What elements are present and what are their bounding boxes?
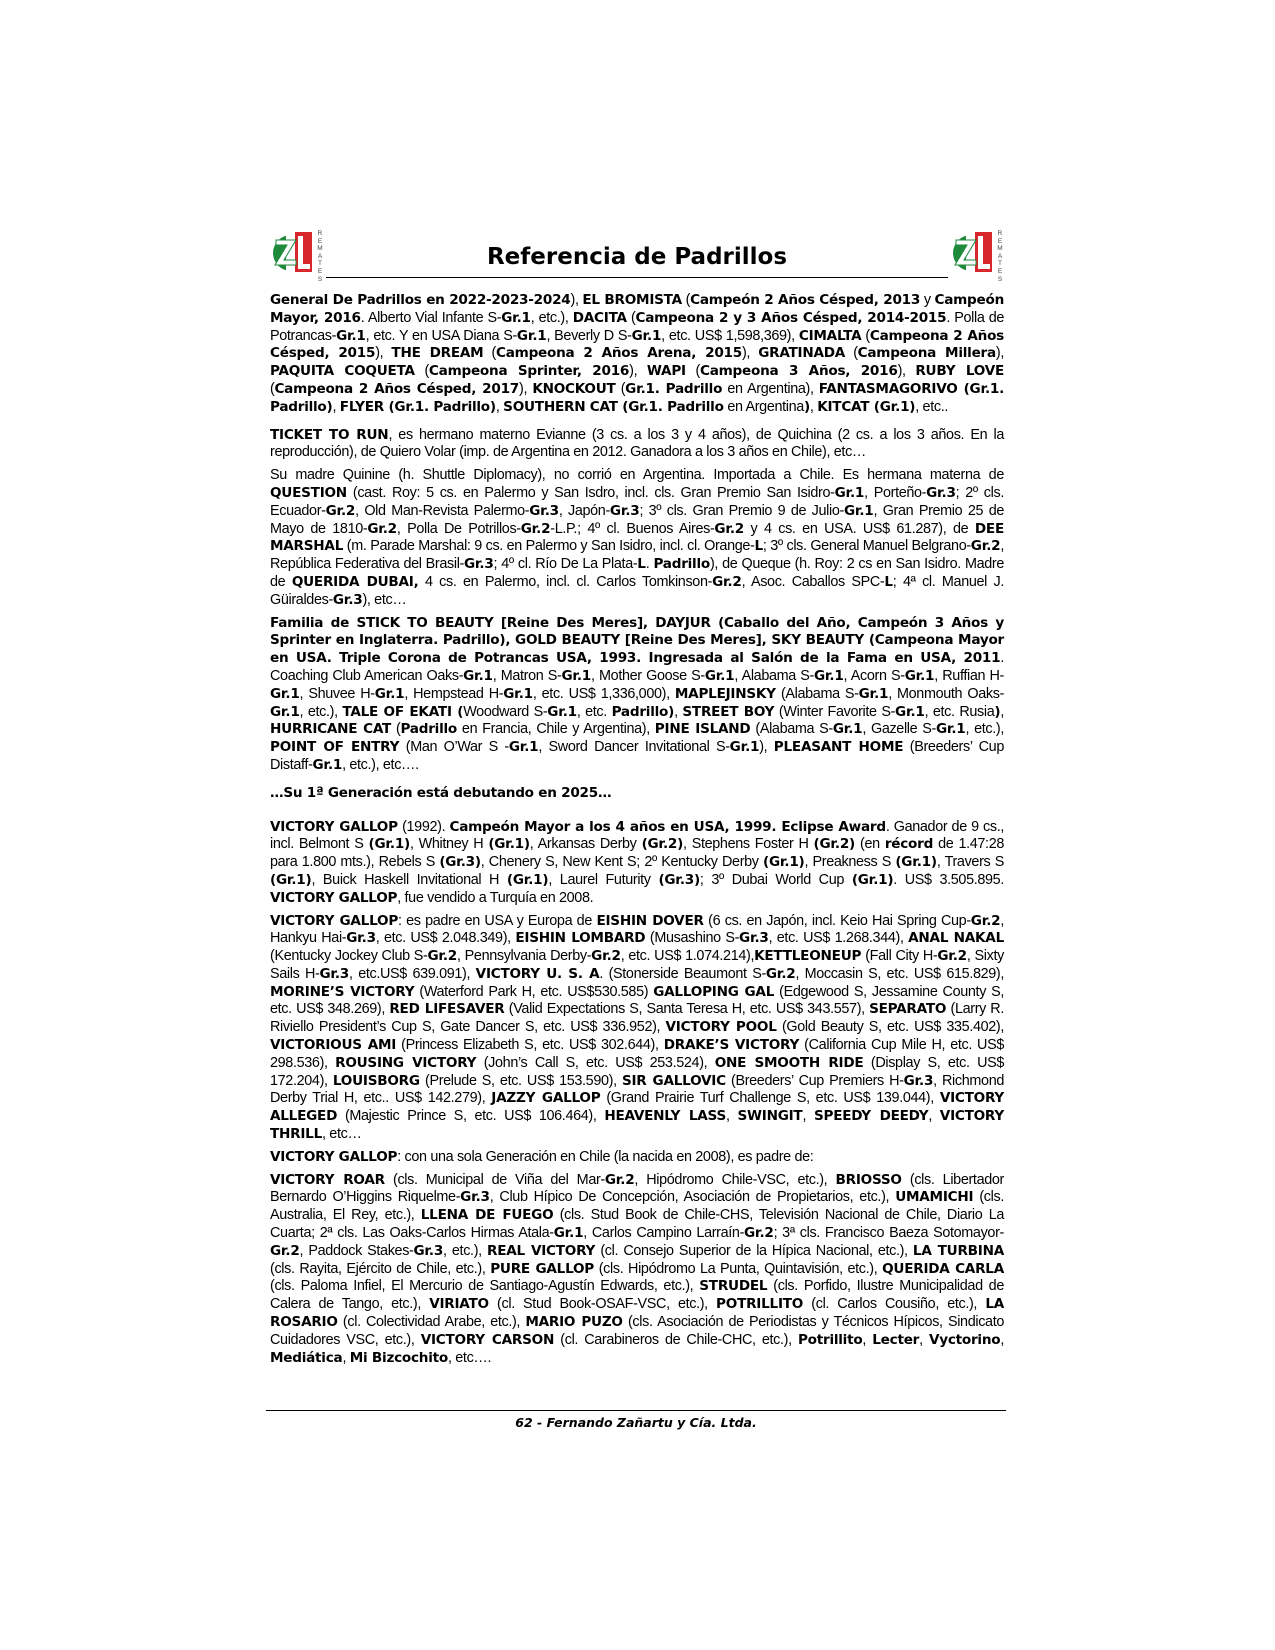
zl-logo-icon (270, 228, 316, 274)
paragraph-ticket-to-run: TICKET TO RUN, es hermano materno Evianne (3 cs. a los 3 y 4 años), de Quichina (2 cs. a los 3 años. En la reproducción), de Quiero Volar (imp. de Argentina en 2012. Ganadora a los 3 años en Chile), etc… (270, 426, 1004, 461)
paragraph-family: Familia de STICK TO BEAUTY [Reine Des Meres], DAYJUR (Caballo del Año, Campeón 3 Años y Sprinter en Inglaterra. Padrillo), GOLD BEAUTY [Reine Des Meres], SKY BEAUTY (Campeona Mayor en USA. Triple Corona de Potrancas USA, 1993. Ingresada al Salón de la Fama en USA, 2011. Coaching Club American Oaks-Gr.1, Matron S-Gr.1, Mother Goose S-Gr.1, Alabama S-Gr.1, Acorn S-Gr.1, Ruffian H-Gr.1, Shuvee H-Gr.1, Hempstead H-Gr.1, etc. US$ 1,336,000), MAPLEJINSKY (Alabama S-Gr.1, Monmouth Oaks-Gr.1, etc.), TALE OF EKATI (Woodward S-Gr.1, etc. Padrillo), STREET BOY (Winter Favorite S-Gr.1, etc. Rusia), HURRICANE CAT (Padrillo en Francia, Chile y Argentina), PINE ISLAND (Alabama S-Gr.1, Gazelle S-Gr.1, etc.), POINT OF ENTRY (Man O’War S -Gr.1, Sword Dancer Invitational S-Gr.1), PLEASANT HOME (Breeders’ Cup Distaff-Gr.1, etc.), etc…. (270, 614, 1005, 773)
logo-vertical-word: R E M A T E S (317, 230, 323, 283)
page-body (270, 292, 1004, 1367)
paragraph-sires-list: General De Padrillos en 2022-2023-2024), EL BROMISTA (Campeón 2 Años Césped, 2013 y Campeón Mayor, 2016. Alberto Vial Infante S-Gr.1, etc.), DACITA (Campeona 2 y 3 Años Césped, 2014-2015. Polla de Potrancas-Gr.1, etc. Y en USA Diana S-Gr.1, Beverly D S-Gr.1, etc. US$ 1,598,369), CIMALTA (Campeona 2 Años Césped, 2015), THE DREAM (Campeona 2 Años Arena, 2015), GRATINADA (Campeona Millera), PAQUITA COQUETA (Campeona Sprinter, 2016), WAPI (Campeona 3 Años, 2016), RUBY LOVE (Campeona 2 Años Césped, 2017), KNOCKOUT (Gr.1. Padrillo en Argentina), FANTASMAGORIVO (Gr.1. Padrillo), FLYER (Gr.1. Padrillo), SOUTHERN CAT (Gr.1. Padrillo en Argentina), KITCAT (Gr.1), etc.. (270, 292, 1005, 415)
zl-logo-icon (950, 228, 996, 274)
page-title: Referencia de Padrillos (326, 239, 948, 278)
document-page (270, 228, 1004, 1372)
page-footer: 62 - Fernando Zañartu y Cía. Ltda. (266, 1410, 1006, 1430)
paragraph-victory-gallop: VICTORY GALLOP (1992). Campeón Mayor a los 4 años en USA, 1999. Eclipse Award. Ganador de 9 cs., incl. Belmont S (Gr.1), Whitney H (Gr.1), Arkansas Derby (Gr.2), Stephens Foster H (Gr.2) (en récord de 1.47:28 para 1.800 mts.), Rebels S (Gr.3), Chenery S, New Kent S; 2º Kentucky Derby (Gr.1), Preakness S (Gr.1), Travers S (Gr.1), Buick Haskell Invitational H (Gr.1), Laurel Futurity (Gr.3); 3º Dubai World Cup (Gr.1). US$ 3.505.895. VICTORY GALLOP, fue vendido a Turquía en 2008. (270, 818, 1005, 906)
paragraph-victory-gallop-progeny-chile: VICTORY ROAR (cls. Municipal de Viña del Mar-Gr.2, Hipódromo Chile-VSC, etc.), BRIOSSO (cls. Libertador Bernardo O’Higgins Riquelme-Gr.3, Club Hípico De Concepción, Asociación de Propietarios, etc.), UMAMICHI (cls. Australia, El Rey, etc.), LLENA DE FUEGO (cls. Stud Book de Chile-CHS, Televisión Nacional de Chile, Diario La Cuarta; 2ª cls. Las Oaks-Carlos Hirmas Atala-Gr.1, Carlos Campino Larraín-Gr.2; 3ª cls. Francisco Baeza Sotomayor-Gr.2, Paddock Stakes-Gr.3, etc.), REAL VICTORY (cl. Consejo Superior de la Hípica Nacional, etc.), LA TURBINA (cls. Rayita, Ejército de Chile, etc.), PURE GALLOP (cls. Hipódromo La Punta, Quintavisión, etc.), QUERIDA CARLA (cls. Paloma Infiel, El Mercurio de Santiago-Agustín Edwards, etc.), STRUDEL (cls. Porfido, Ilustre Municipalidad de Calera de Tango, etc.), VIRIATO (cl. Stud Book-OSAF-VSC, etc.), POTRILLITO (cl. Carlos Cousiño, etc.), LA ROSARIO (cl. Colectividad Arabe, etc.), MARIO PUZO (cls. Asociación de Periodistas y Técnicos Hípicos, Sindicato Cuidadores VSC, etc.), VICTORY CARSON (cl. Carabineros de Chile-CHC, etc.), Potrillito, Lecter, Vyctorino, Mediática, Mi Bizcochito, etc…. (270, 1171, 1005, 1366)
logo-vertical-word: R E M A T E S (997, 230, 1003, 283)
page-header (270, 228, 1004, 283)
zl-remates-logo-left (270, 228, 324, 283)
zl-remates-logo-right (950, 228, 1004, 283)
paragraph-first-generation: …Su 1ª Generación está debutando en 2025… (270, 784, 612, 801)
paragraph-victory-gallop-progeny-usa: VICTORY GALLOP: es padre en USA y Europa de EISHIN DOVER (6 cs. en Japón, incl. Keio Hai Spring Cup-Gr.2, Hankyu Hai-Gr.3, etc. US$ 2.048.349), EISHIN LOMBARD (Musashino S-Gr.3, etc. US$ 1.268.344), ANAL NAKAL (Kentucky Jockey Club S-Gr.2, Pennsylvania Derby-Gr.2, etc. US$ 1.074.214),KETTLEONEUP (Fall City H-Gr.2, Sixty Sails H-Gr.3, etc.US$ 639.091), VICTORY U. S. A. (Stonerside Beaumont S-Gr.2, Moccasin S, etc. US$ 615.829), MORINE’S VICTORY (Waterford Park H, etc. US$530.585) GALLOPING GAL (Edgewood S, Jessamine County S, etc. US$ 348.269), RED LIFESAVER (Valid Expectations S, Santa Teresa H, etc. US$ 343.557), SEPARATO (Larry R. Riviello President’s Cup S, Gate Dancer S, etc. US$ 336.952), VICTORY POOL (Gold Beauty S, etc. US$ 335.402), VICTORIOUS AMI (Princess Elizabeth S, etc. US$ 302.644), DRAKE’S VICTORY (California Cup Mile H, etc. US$ 298.536), ROUSING VICTORY (John’s Call S, etc. US$ 253.524), ONE SMOOTH RIDE (Display S, etc. US$ 172.204), LOUISBORG (Prelude S, etc. US$ 153.590), SIR GALLOVIC (Breeders’ Cup Premiers H-Gr.3, Richmond Derby Trial H, etc.. US$ 142.279), JAZZY GALLOP (Grand Prairie Turf Challenge S, etc. US$ 139.044), VICTORY ALLEGED (Majestic Prince S, etc. US$ 106.464), HEAVENLY LASS, SWINGIT, SPEEDY DEEDY, VICTORY THRILL, etc… (270, 912, 1005, 1143)
paragraph-dam-quinine: Su madre Quinine (h. Shuttle Diplomacy), no corrió en Argentina. Importada a Chile. Es hermana materna de QUESTION (cast. Roy: 5 cs. en Palermo y San Isdro, incl. cls. Gran Premio San Isidro-Gr.1, Porteño-Gr.3; 2º cls. Ecuador-Gr.2, Old Man-Revista Palermo-Gr.3, Japón-Gr.3; 3º cls. Gran Premio 9 de Julio-Gr.1, Gran Premio 25 de Mayo de 1810-Gr.2, Polla De Potrillos-Gr.2-L.P.; 4º cl. Buenos Aires-Gr.2 y 4 cs. en USA. US$ 61.287), de DEE MARSHAL (m. Parade Marshal: 9 cs. en Palermo y San Isidro, incl. cl. Orange-L; 3º cls. General Manuel Belgrano-Gr.2, República Federativa del Brasil-Gr.3; 4º cl. Río De La Plata-L. Padrillo), de Queque (h. Roy: 2 cs en San Isidro. Madre de QUERIDA DUBAI, 4 cs. en Palermo, incl. cl. Carlos Tomkinson-Gr.2, Asoc. Caballos SPC-L; 4ª cl. Manuel J. Güiraldes-Gr.3), etc… (270, 467, 1004, 608)
paragraph-victory-gallop-chile-intro: VICTORY GALLOP: con una sola Generación en Chile (la nacida en 2008), es padre de: (270, 1148, 814, 1165)
